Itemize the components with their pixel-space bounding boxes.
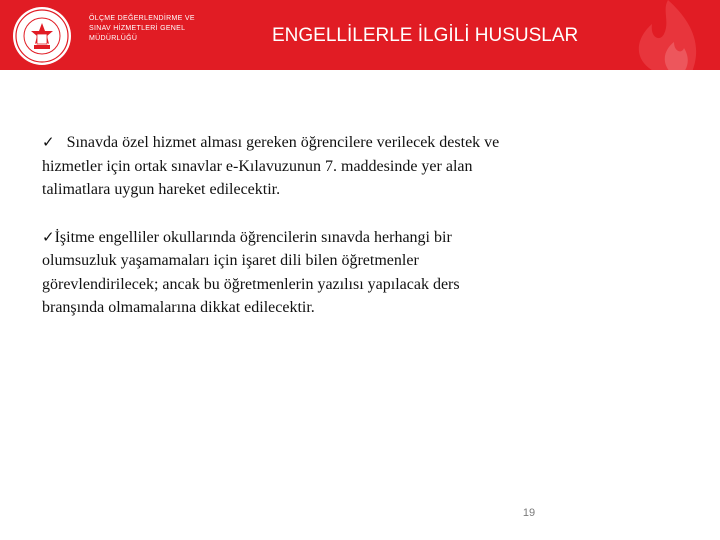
checkmark-icon: ✓ <box>42 133 55 151</box>
page-number: 19 <box>522 507 536 519</box>
checkmark-icon: ✓ <box>42 227 55 246</box>
item-text-line: talimatlara uygun hareket edilecektir. <box>42 181 281 198</box>
item-text-line: görevlendirilecek; ancak bu öğretmenlerin yazılısı yapılacak ders <box>42 275 460 293</box>
org-line: ÖLÇME DEĞERLENDİRME VE <box>89 15 195 22</box>
org-line: MÜDÜRLÜĞÜ <box>89 35 138 42</box>
header-banner <box>0 0 720 70</box>
organization-name <box>89 14 229 44</box>
org-line: SINAV HİZMETLERİ GENEL <box>89 25 186 32</box>
page-title: ENGELLİLERLE İLGİLİ HUSUSLAR <box>272 25 579 46</box>
item-text-line: Sınavda özel hizmet alması gereken öğrencilere verilecek destek ve <box>66 134 500 151</box>
list-item <box>42 131 682 202</box>
item-text-line: hizmetler için ortak sınavlar e-Kılavuzunun 7. maddesinde yer alan <box>42 157 473 175</box>
list-item <box>42 226 682 320</box>
item-text-line: İşitme engelliler okullarında öğrencilerin sınavda herhangi bir <box>54 228 452 246</box>
ministry-seal-icon <box>12 6 72 66</box>
flame-watermark-icon <box>600 0 720 70</box>
content-body <box>42 131 682 344</box>
item-text-line: branşında olmamalarına dikkat edilecektir. <box>42 299 315 316</box>
item-text-line: olumsuzluk yaşamamaları için işaret dili bilen öğretmenler <box>42 252 419 269</box>
